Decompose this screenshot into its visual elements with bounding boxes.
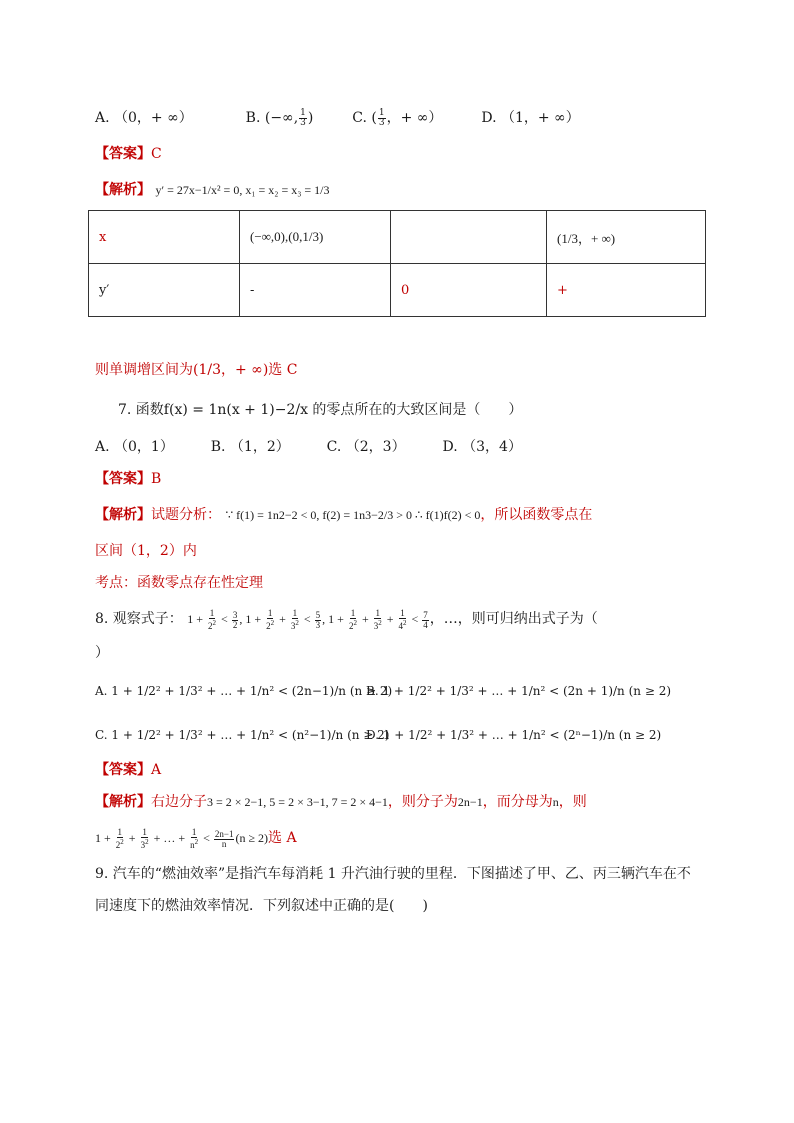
table-cell: - xyxy=(240,264,391,317)
q7-option-d: D. （3，4） xyxy=(442,439,522,455)
q7-answer: 【答案】B xyxy=(95,471,162,487)
q8-option-a: A. 1 + 1/2² + 1/3² + … + 1/n² < (2n−1)/n (n ≥ 2) xyxy=(95,684,393,698)
q8-stem-line2: ） xyxy=(95,645,109,661)
q7-stem: 7. 函数f(x) = 1n(x + 1)−2/x 的零点所在的大致区间是（ ） xyxy=(118,402,523,418)
q6-answer: 【答案】C xyxy=(95,146,162,162)
q6-option-c: C. ( $\frac{1}{3}$ ，+ ∞） xyxy=(352,107,443,128)
table-cell: y′ xyxy=(89,264,240,317)
table-cell: 0 xyxy=(391,264,547,317)
q9-line1: 9. 汽车的“燃油效率”是指汽车每消耗 1 升汽油行驶的里程．下图描述了甲、乙、丙三辆汽车在不 xyxy=(95,866,691,882)
q6-analysis: 【解析】 y′ = 27x−1/x² = 0, x₁ = x₂ = x₃ = 1/3 xyxy=(95,182,330,198)
table-row xyxy=(89,264,706,317)
q8-option-b: B. 1 + 1/2² + 1/3² + … + 1/n² < (2n + 1)/n (n ≥ 2) xyxy=(366,684,672,698)
q6-analysis-formula: y′ = 27x−1/x² = 0, x₁ = x₂ = x₃ = 1/3 xyxy=(155,183,330,197)
table-row xyxy=(89,211,706,264)
q7-option-a: A. （0，1） xyxy=(95,439,174,455)
table-cell xyxy=(391,211,547,264)
q8-analysis-line2: 1 + $\frac{1}{2^2}$ + $\frac{1}{3^2}$ + … + $\frac{1}{n^2}$ < $\frac{2n-1}{n}$ (n ≥ 2)选 A xyxy=(95,827,297,851)
q7-options xyxy=(95,437,522,457)
q6-option-a: A. （0，+ ∞） xyxy=(95,110,193,126)
q7-option-b: B. （1，2） xyxy=(210,439,290,455)
q8-option-c: C. 1 + 1/2² + 1/3² + … + 1/n² < (n²−1)/n (n ≥ 2) xyxy=(95,728,390,742)
q6-option-d: D. （1，+ ∞） xyxy=(481,110,580,126)
q6-option-b: B. (−∞, $\frac{1}{3}$ ) xyxy=(245,107,314,128)
table-cell: (−∞,0),(0,1/3) xyxy=(240,211,391,264)
q8-option-d: D. 1 + 1/2² + 1/3² + … + 1/n² < (2ⁿ−1)/n (n ≥ 2) xyxy=(366,728,662,742)
q6-options xyxy=(95,108,580,128)
q7-option-c: C. （2，3） xyxy=(326,439,406,455)
q6-conclusion: 则单调增区间为(1/3，+ ∞)选 C xyxy=(95,362,298,378)
table-cell: (1/3，+ ∞) xyxy=(547,211,706,264)
q9-line2: 同速度下的燃油效率情况．下列叙述中正确的是( ) xyxy=(95,898,428,914)
derivative-sign-table xyxy=(88,210,706,317)
q8-answer: 【答案】A xyxy=(95,762,162,778)
q7-analysis-line2: 区间（1，2）内 xyxy=(95,543,197,559)
table-cell: x xyxy=(89,211,240,264)
q8-stem: 8. 观察式子： 1 + $\frac{1}{2^2}$ < $\frac{3}{2}$ , 1 + $\frac{1}{2^2}$ + $\frac{1}{3^2}$ < $\frac{5}{3}$ , 1 + $\frac{1}{2^2}$ + $\frac{1}{3^2}$ + $\frac{1}{4^2}$ < $\frac{7}{4}$ ，…，则可归纳出式子为（ xyxy=(95,608,598,632)
q8-analysis: 【解析】右边分子3 = 2 × 2−1, 5 = 2 × 3−1, 7 = 2 × 4−1，则分子为2n−1，而分母为n，则 xyxy=(95,794,587,810)
table-cell: + xyxy=(547,264,706,317)
q7-kaodian: 考点：函数零点存在性定理 xyxy=(95,575,263,591)
q7-analysis: 【解析】试题分析： ∵ f(1) = 1n2−2 < 0, f(2) = 1n3−2/3 > 0 ∴ f(1)f(2) < 0，所以函数零点在 xyxy=(95,507,593,523)
